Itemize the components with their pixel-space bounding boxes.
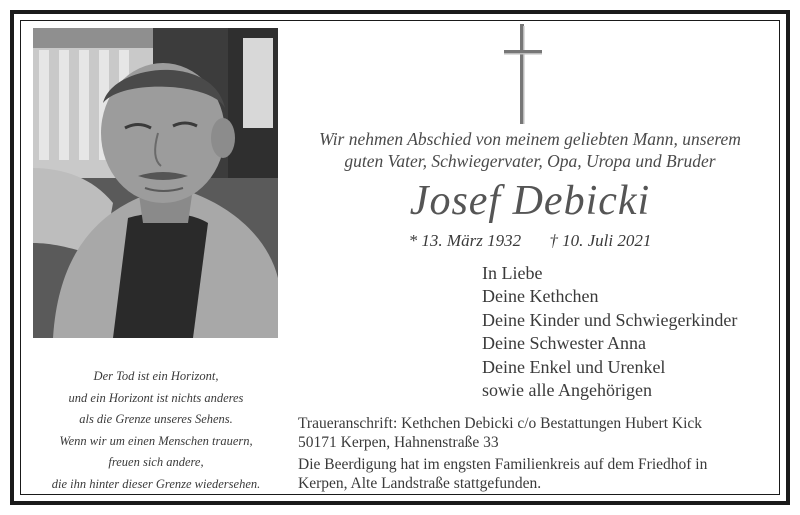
address-line-2: 50171 Kerpen, Hahnenstraße 33 <box>298 434 499 451</box>
funeral-info <box>298 455 778 493</box>
mourning-address <box>298 414 778 452</box>
intro-line-1: Wir nehmen Abschied von meinem geliebten Mann, unserem <box>319 129 741 149</box>
funeral-line-2: Kerpen, Alte Landstraße stattgefunden. <box>298 475 542 492</box>
mourner-line: Deine Kinder und Schwiegerkinder <box>482 309 738 330</box>
quote-line: und ein Horizont ist nichts anderes <box>68 390 244 405</box>
mourner-line: Deine Enkel und Urenkel <box>482 356 666 377</box>
intro-text <box>290 128 770 172</box>
death-date: † 10. Juli 2021 <box>549 231 652 250</box>
mourner-line: sowie alle Angehörigen <box>482 380 652 401</box>
quote-line: die ihn hinter dieser Grenze wiedersehen. <box>51 476 261 491</box>
mourners-list <box>482 262 782 402</box>
quote-line: Wenn wir um einen Menschen trauern, <box>59 433 253 448</box>
funeral-line-1: Die Beerdigung hat im engsten Familienkreis auf dem Friedhof in <box>298 456 708 473</box>
portrait-photo <box>33 28 278 338</box>
quote-line: freuen sich andere, <box>108 455 204 470</box>
quote-line: als die Grenze unseres Sehens. <box>79 412 233 427</box>
poem-quote <box>25 366 287 496</box>
life-dates <box>290 230 770 252</box>
cross-icon <box>498 22 548 127</box>
address-line-1: Traueranschrift: Kethchen Debicki c/o Bestattungen Hubert Kick <box>298 415 703 432</box>
mourner-line: In Liebe <box>482 263 543 283</box>
birth-date: * 13. März 1932 <box>408 231 522 250</box>
intro-line-2: guten Vater, Schwiegervater, Opa, Uropa und Bruder <box>344 151 716 171</box>
mourner-line: Deine Schwester Anna <box>482 333 646 354</box>
mourner-line: Deine Kethchen <box>482 286 599 307</box>
quote-line: Der Tod ist ein Horizont, <box>93 369 219 383</box>
deceased-name: Josef Debicki <box>409 178 651 224</box>
